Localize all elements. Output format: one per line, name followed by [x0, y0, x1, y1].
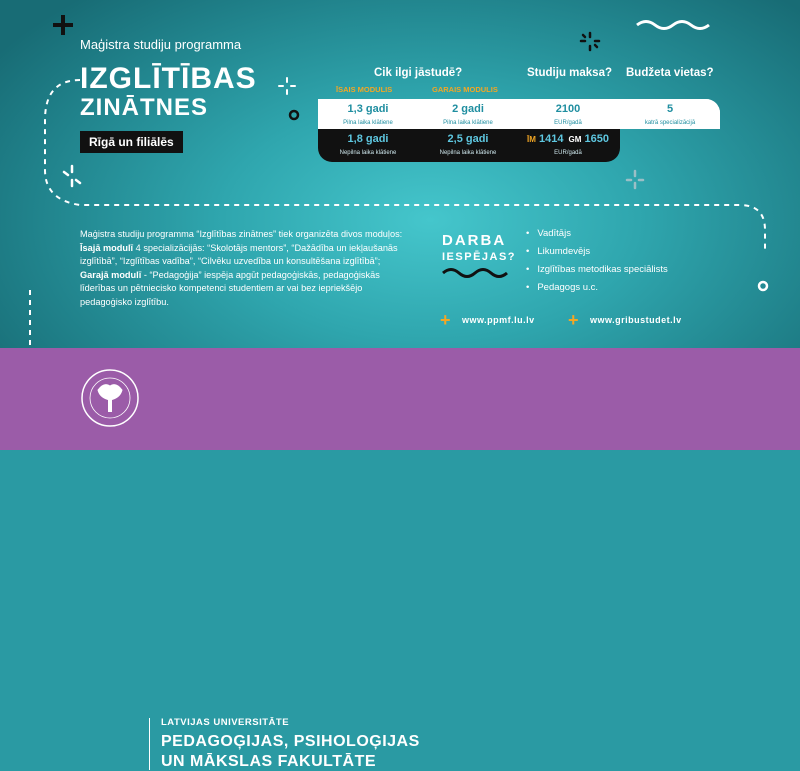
gribustudet-link[interactable]: www.gribustudet.lv — [590, 315, 682, 325]
budget-header: Budžeta vietas? — [626, 67, 714, 79]
plus-icon — [53, 15, 73, 35]
fulltime-price-cell — [518, 103, 618, 126]
list-item: • Pedagogs u.c. — [526, 282, 668, 300]
price-header: Studiju maksa? — [527, 67, 612, 79]
parttime-long-note: Nepilna laika klātiene — [439, 150, 497, 156]
footer-divider — [149, 718, 150, 770]
careers-heading-line2: IESPĒJAS? — [442, 251, 517, 263]
im-value: 1414 — [538, 133, 564, 145]
fulltime-long-note: Pilna laika klātiene — [443, 120, 493, 126]
program-label: Maģistra studiju programma — [80, 37, 242, 52]
description-text: - “Pedagoģija” iespēja apgūt pedagoģiskās, pedagoģiskās līderības un pētniecisko kompetenci studentiem ar vai bez iepriekšējo pedagoģisko izglītību. — [80, 269, 380, 307]
parttime-short-cell — [318, 133, 418, 156]
list-item: • Likumdevējs — [526, 246, 668, 264]
gm-label: GM — [568, 135, 582, 144]
program-description — [80, 228, 410, 310]
fulltime-short-cell — [318, 103, 418, 126]
description-text: 4 specializācijās: “Skolotājs mentors”, “Dažādība un iekļaušanās izglītībā”, “Izglītības vadība”, “Cilvēku uzvedība un konsultēšana izglītībā”; — [80, 242, 398, 267]
careers-heading: DARBA — [442, 232, 507, 249]
hero-banner — [0, 0, 800, 348]
ring-icon — [290, 111, 298, 119]
sparkle-icon — [64, 166, 80, 186]
fulltime-short-note: Pilna laika klātiene — [343, 120, 393, 126]
parttime-long-value: 2,5 gadi — [447, 133, 489, 145]
description-bold: Īsajā modulī — [80, 242, 134, 253]
fulltime-long-cell — [418, 103, 518, 126]
short-module-label: ĪSAIS MODULIS — [336, 85, 393, 94]
gm-value: 1650 — [584, 133, 609, 145]
list-item: • Vadītājs — [526, 228, 668, 246]
ring-icon — [759, 282, 767, 290]
location-badge: Rīgā un filiālēs — [80, 131, 183, 153]
fulltime-long-value: 2 gadi — [452, 103, 484, 115]
careers-list — [526, 228, 668, 300]
page-title: IZGLĪTĪBAS — [80, 62, 257, 95]
footer — [0, 348, 800, 770]
parttime-price-note: EUR/gadā — [554, 150, 582, 156]
list-item: • Izglītības metodikas speciālists — [526, 264, 668, 282]
parttime-short-note: Nepilna laika klātiene — [339, 150, 397, 156]
wave-icon — [637, 22, 709, 29]
budget-value: 5 — [666, 103, 674, 115]
wave-icon — [443, 270, 507, 277]
ppmf-link[interactable]: www.ppmf.lu.lv — [462, 315, 535, 325]
parttime-short-value: 1,8 gadi — [347, 133, 389, 145]
budget-cell — [620, 103, 720, 126]
description-bold: Garajā modulī — [80, 269, 142, 280]
fulltime-price-value: 2100 — [555, 103, 581, 115]
parttime-long-cell — [418, 133, 518, 156]
plus-icon: + — [440, 310, 451, 330]
faculty-name: PEDAGOĢIJAS, PSIHOLOĢIJAS — [161, 733, 420, 750]
university-seal-icon — [80, 368, 140, 428]
im-label: ĪM — [527, 135, 536, 144]
sparkle-icon — [279, 78, 295, 94]
description-text: Maģistra studiju programma “Izglītības zinātnes” tiek organizēta divos moduļos: — [80, 229, 403, 239]
sparkle-icon — [581, 33, 599, 50]
university-name: LATVIJAS UNIVERSITĀTE — [161, 717, 290, 728]
budget-note: katrā specializācijā — [644, 120, 696, 126]
fulltime-price-note: EUR/gadā — [554, 120, 582, 126]
fulltime-short-value: 1,3 gadi — [347, 103, 389, 115]
sparkle-icon — [627, 171, 643, 188]
parttime-price-cell — [518, 133, 618, 156]
duration-header: Cik ilgi jāstudē? — [374, 67, 463, 79]
long-module-label: GARAIS MODULIS — [432, 85, 498, 94]
plus-icon: + — [568, 310, 579, 330]
page-title-line2: ZINĀTNES — [80, 94, 208, 121]
parttime-price-values — [518, 133, 618, 145]
faculty-name-line2: UN MĀKSLAS FAKULTĀTE — [161, 753, 377, 770]
